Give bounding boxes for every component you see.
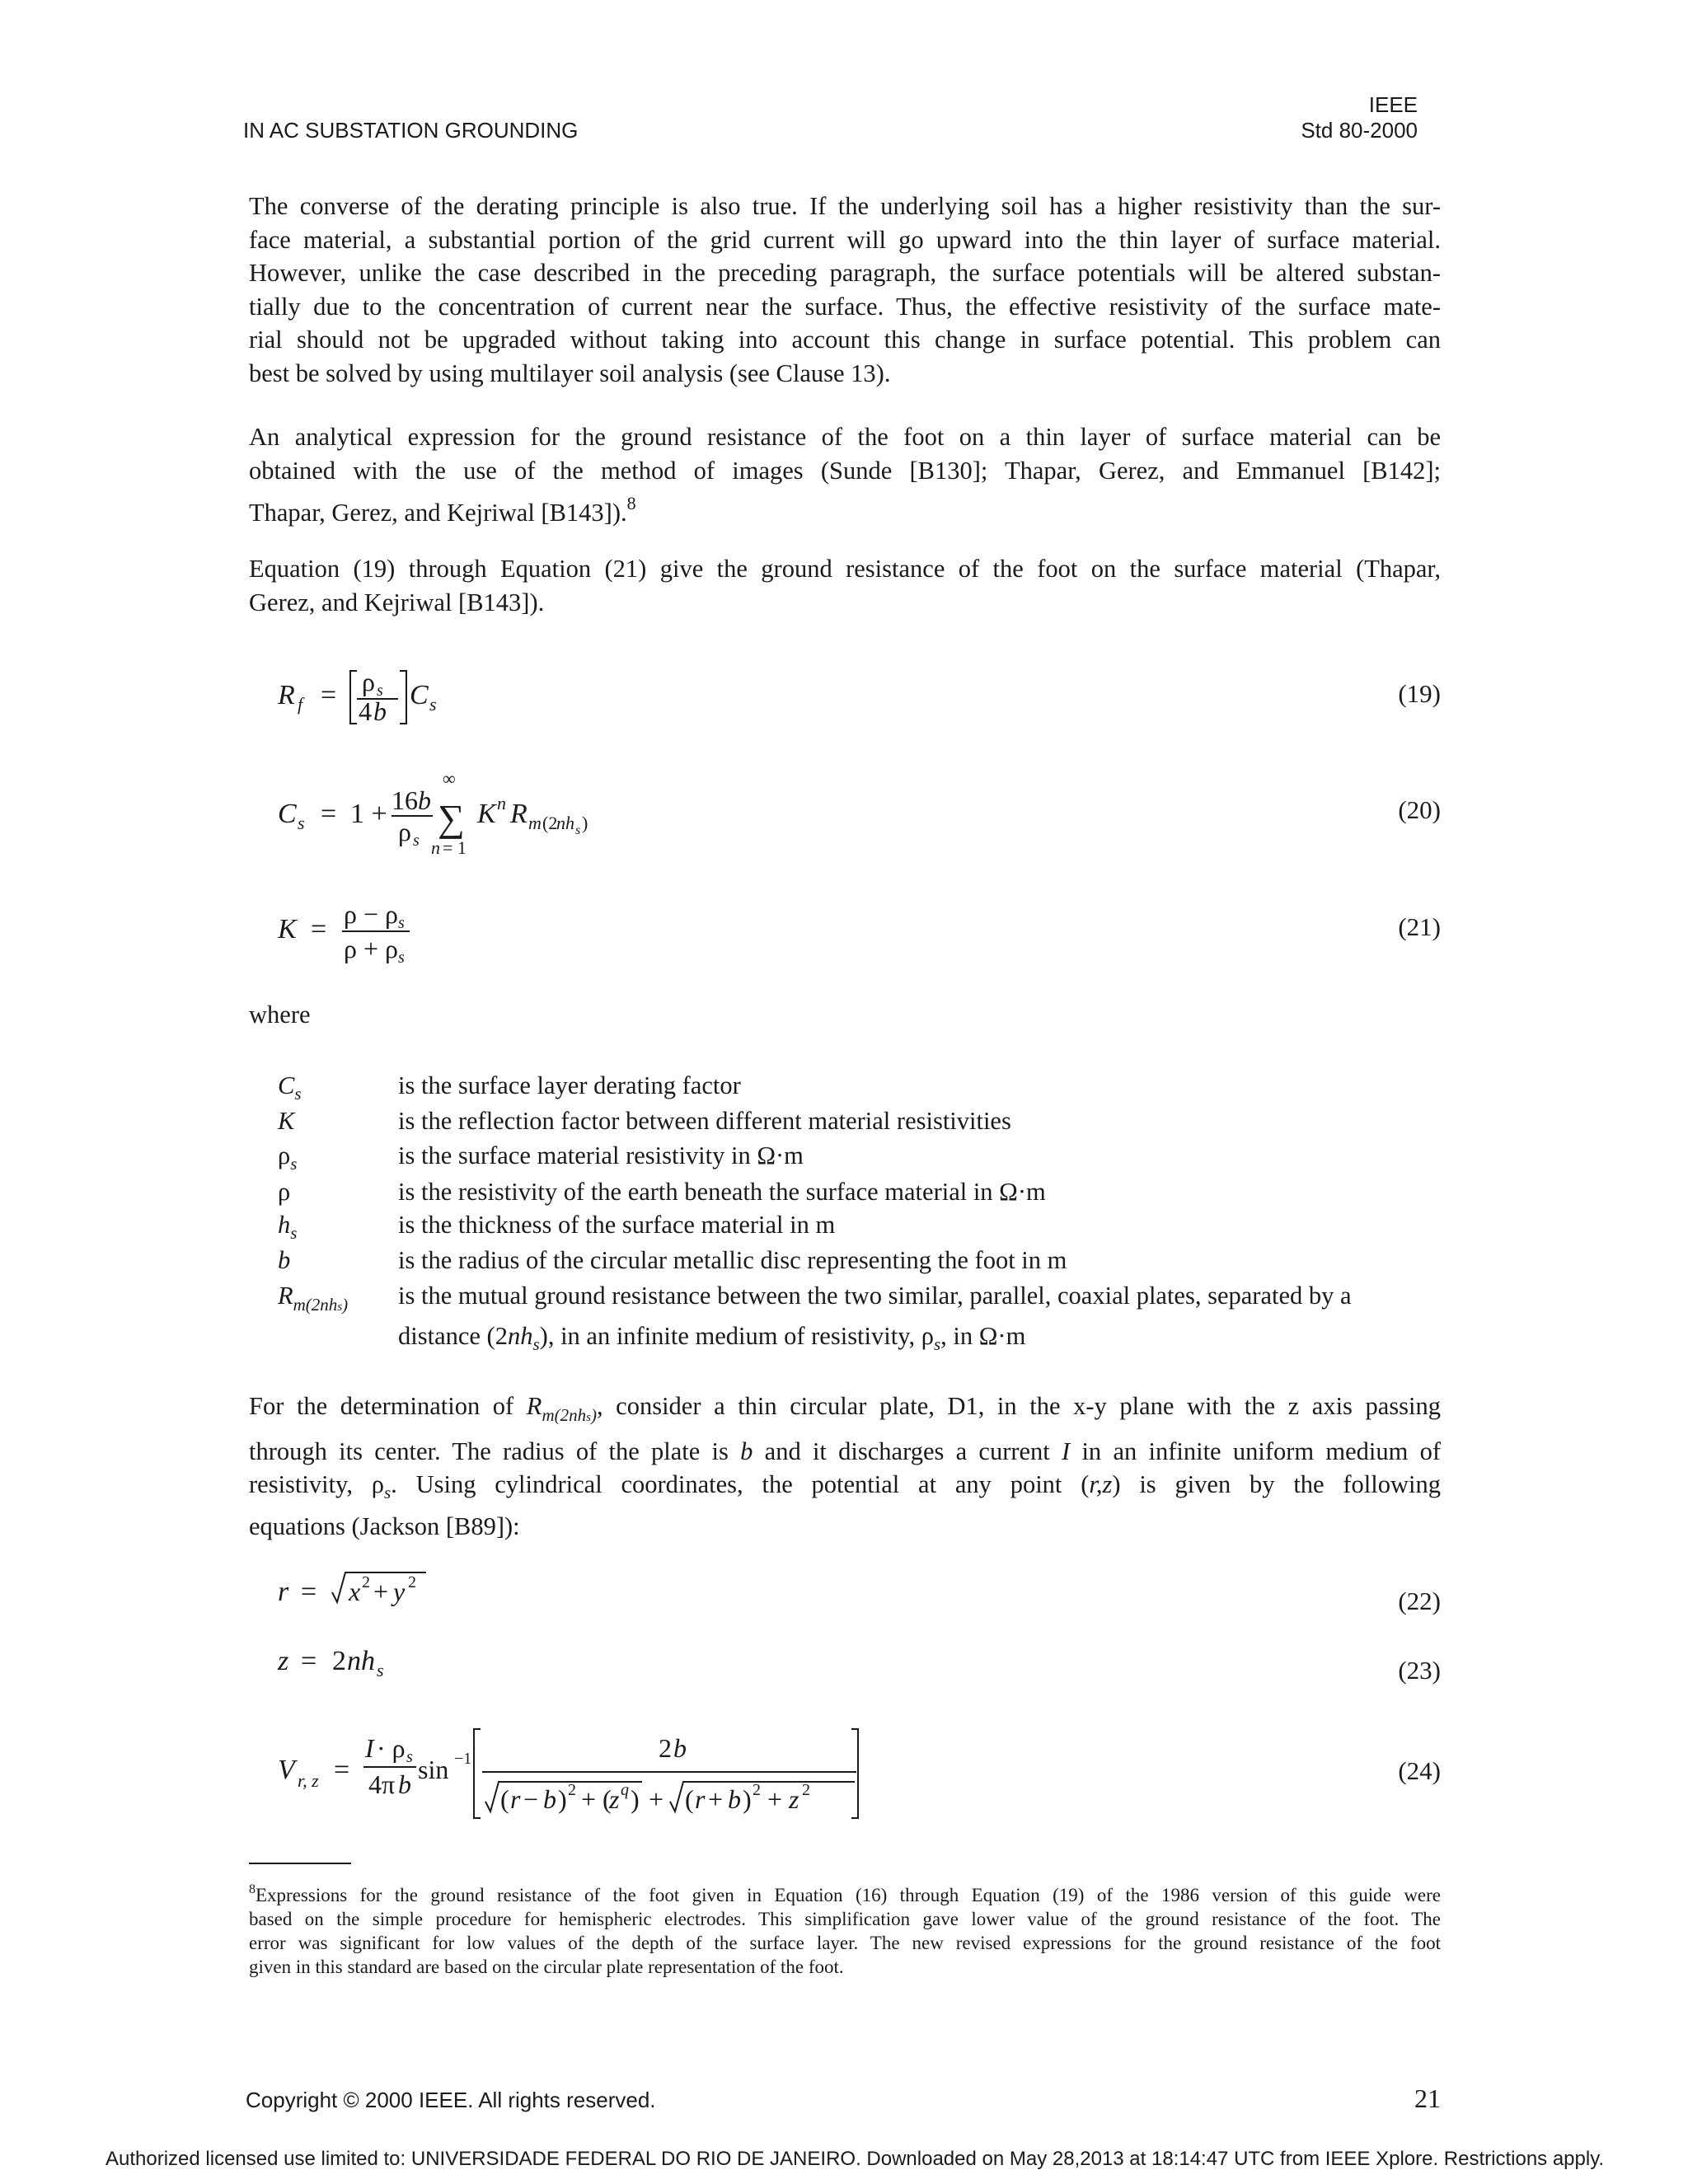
equation-20 — [278, 771, 624, 869]
svg-text:−1: −1 — [454, 1750, 472, 1768]
definition-symbol: ρ — [278, 1178, 291, 1206]
svg-text:m: m — [528, 813, 542, 833]
svg-text:+: + — [649, 1784, 664, 1814]
svg-text:1 +: 1 + — [350, 799, 387, 829]
equation-24-formula — [278, 1724, 888, 1823]
footnote-8: $^8$Expressions for the ground resistance of the foot given in Equation (16) through Equation (19) of the 1986 version of this guide were based on the simple procedure for hemispheric electrodes. This simplification gave lower value of the ground resistance of the foot. The error was significant for low values of the depth of the surface layer. The new revised expressions for the ground resistance of the foot given in this standard are based on the circular plate representation of the foot. — [249, 1882, 1441, 1977]
svg-text:+: + — [767, 1784, 783, 1814]
svg-text:s: s — [406, 1748, 413, 1766]
paragraph-equations-intro: Equation (19) through Equation (21) give the ground resistance of the foot on the surface material (Thapar, Gerez, and Kejriwal [B143]). — [249, 555, 1441, 616]
svg-text:−: − — [523, 1784, 539, 1814]
definition-symbol: K — [278, 1107, 295, 1135]
header-right-line1: IEEE — [1368, 92, 1418, 117]
svg-text:b: b — [398, 1769, 411, 1799]
svg-text:+: + — [373, 1577, 389, 1606]
equation-23-formula — [278, 1640, 443, 1681]
footnote-divider — [249, 1863, 351, 1864]
svg-text:(: ( — [685, 1784, 694, 1814]
svg-text:r, z: r, z — [298, 1770, 319, 1791]
svg-text:n: n — [497, 793, 506, 813]
definition-symbol: $R_{m(2nhs)}$ — [278, 1282, 349, 1315]
svg-text:s: s — [377, 1660, 384, 1680]
svg-text:R: R — [510, 799, 528, 829]
svg-text:q: q — [621, 1781, 629, 1799]
svg-text:· ρ: · ρ — [377, 1733, 406, 1763]
svg-text:C: C — [410, 680, 429, 710]
svg-text:4π: 4π — [368, 1769, 396, 1799]
svg-text:I: I — [365, 1733, 374, 1763]
paragraph-analytical: An analytical expression for the ground resistance of the foot on a thin layer of surface material can be obtained with the use of the method of images (Sunde [B130]; Thapar, Gerez, and Emmanuel [B142]; Thapar, Gerez, and Kejriwal [B143]).$^8$ — [249, 423, 1441, 527]
svg-text:s: s — [298, 813, 305, 833]
svg-text:x: x — [349, 1577, 361, 1606]
svg-text:=: = — [311, 914, 327, 944]
definition-symbol: b — [278, 1246, 291, 1274]
svg-text:s: s — [429, 694, 437, 715]
equation-22 — [278, 1564, 492, 1621]
definition-symbol: $\rho_s$ — [278, 1141, 298, 1174]
svg-text:): ) — [582, 813, 588, 833]
paragraph-plate-potential: For the determination of $R_{m(2nhs)}$, consider a thin circular plate, D1, in the x-y plane with the z axis passing through its center. The radius of the plate is b and it discharges a current I in an infinite uniform medium of resistivity, $\rho_s$. Using cylindrical coordinates, the potential at any point (r,z) is given by the following equations (Jackson [B89]): — [249, 1392, 1441, 1540]
svg-text:z: z — [789, 1784, 799, 1814]
svg-text:16: 16 — [392, 785, 418, 815]
svg-text:=: = — [321, 680, 337, 710]
svg-text:(2: (2 — [542, 813, 558, 833]
svg-text:ρ − ρ: ρ − ρ — [344, 899, 398, 929]
svg-text:4: 4 — [359, 696, 372, 726]
svg-text:+ (: + ( — [581, 1784, 612, 1814]
svg-text:=: = — [301, 1646, 317, 1676]
where-label: where — [249, 1001, 311, 1029]
header-right-line2: Std 80-2000 — [1301, 118, 1418, 143]
equation-20-formula — [278, 771, 624, 862]
footnote-line: Expressions for the ground resistance of the foot given in Equation (16) through Equation (19) of the 1986 version of this guide were — [256, 1885, 1441, 1905]
paragraph-derating: The converse of the derating principle is also true. If the underlying soil has a higher resistivity than the sur- face material, a substantial portion of the grid current will go upward into the thin layer of surface material. However, unlike the case described in the preceding paragraph, the surface potentials will be altered substan- tially due to the concentration of current near the surface. Thus, the effective resistivity of the surface mate- rial should not be upgraded without taking into account this change in surface potential. This problem can best be solved by using multilayer soil analysis (see Clause 13). — [249, 192, 1441, 387]
svg-text:∑: ∑ — [438, 797, 465, 839]
svg-text:C: C — [278, 799, 297, 829]
svg-text:=: = — [301, 1577, 317, 1607]
equation-21 — [278, 895, 492, 977]
svg-text:b: b — [373, 696, 387, 726]
svg-text:s: s — [398, 949, 405, 967]
equation-22-formula — [278, 1564, 492, 1614]
svg-text:nh: nh — [347, 1646, 375, 1676]
svg-text:∞: ∞ — [443, 771, 456, 789]
svg-text:=: = — [321, 799, 337, 829]
svg-text:y: y — [393, 1577, 406, 1606]
copyright-notice: Copyright © 2000 IEEE. All rights reserved. — [246, 2088, 656, 2112]
equation-21-formula — [278, 895, 492, 969]
svg-text:): ) — [743, 1784, 752, 1814]
equation-19-formula — [278, 664, 492, 730]
svg-text:2: 2 — [568, 1781, 576, 1799]
svg-text:z: z — [609, 1784, 620, 1814]
svg-text:s: s — [377, 682, 383, 700]
svg-text:K: K — [477, 799, 496, 829]
svg-text:s: s — [398, 914, 405, 932]
svg-text:ρ + ρ: ρ + ρ — [344, 934, 398, 963]
equation-24 — [278, 1724, 888, 1830]
svg-text:V: V — [278, 1755, 295, 1785]
svg-text:r: r — [695, 1784, 706, 1814]
svg-text:2: 2 — [408, 1573, 416, 1591]
svg-text:b: b — [418, 785, 431, 815]
footnote-ref: 8 — [626, 493, 636, 513]
svg-text:ρ: ρ — [398, 817, 411, 846]
svg-text:r: r — [510, 1784, 521, 1814]
svg-text:2: 2 — [802, 1781, 810, 1799]
svg-text:): ) — [631, 1784, 640, 1814]
license-notice: Authorized licensed use limited to: UNIVERSIDADE FEDERAL DO RIO DE JANEIRO. Downloaded on May 28,2013 at 18:14:47 UTC from IEEE Xplore. Restrictions apply. — [106, 2148, 1605, 2170]
svg-text:2: 2 — [362, 1573, 370, 1591]
equation-20-number: (20) — [1398, 795, 1441, 824]
svg-text:=: = — [334, 1755, 350, 1785]
page-number: 21 — [1414, 2083, 1441, 2113]
svg-text:s: s — [575, 823, 581, 837]
svg-text:r: r — [278, 1577, 289, 1607]
svg-text:s: s — [413, 832, 420, 850]
svg-text:R: R — [278, 680, 295, 710]
svg-text:sin: sin — [418, 1755, 449, 1784]
svg-text:2: 2 — [753, 1781, 761, 1799]
svg-text:b: b — [728, 1784, 741, 1814]
svg-text:K: K — [278, 914, 297, 944]
svg-text:nh: nh — [556, 813, 574, 833]
svg-text:+: + — [708, 1784, 724, 1814]
header-left: IN AC SUBSTATION GROUNDING — [243, 118, 579, 143]
equation-19 — [278, 664, 492, 738]
definition-symbol: $h_s$ — [278, 1211, 298, 1243]
equation-23-number: (23) — [1398, 1656, 1441, 1685]
equation-22-number: (22) — [1398, 1586, 1441, 1615]
svg-text:2: 2 — [659, 1733, 672, 1763]
svg-text:= 1: = 1 — [443, 837, 467, 858]
svg-text:n: n — [431, 837, 440, 858]
equation-21-number: (21) — [1398, 912, 1441, 941]
equation-24-number: (24) — [1398, 1756, 1441, 1785]
svg-text:): ) — [558, 1784, 567, 1814]
svg-text:b: b — [673, 1733, 687, 1763]
svg-text:ρ: ρ — [362, 667, 375, 696]
equation-23 — [278, 1640, 443, 1689]
svg-text:(: ( — [500, 1784, 509, 1814]
svg-text:f: f — [298, 694, 303, 715]
definition-symbol: $C_s$ — [278, 1071, 302, 1104]
svg-text:2: 2 — [332, 1646, 346, 1676]
equation-19-number: (19) — [1398, 679, 1441, 708]
svg-text:z: z — [278, 1646, 289, 1676]
svg-text:b: b — [543, 1784, 556, 1814]
